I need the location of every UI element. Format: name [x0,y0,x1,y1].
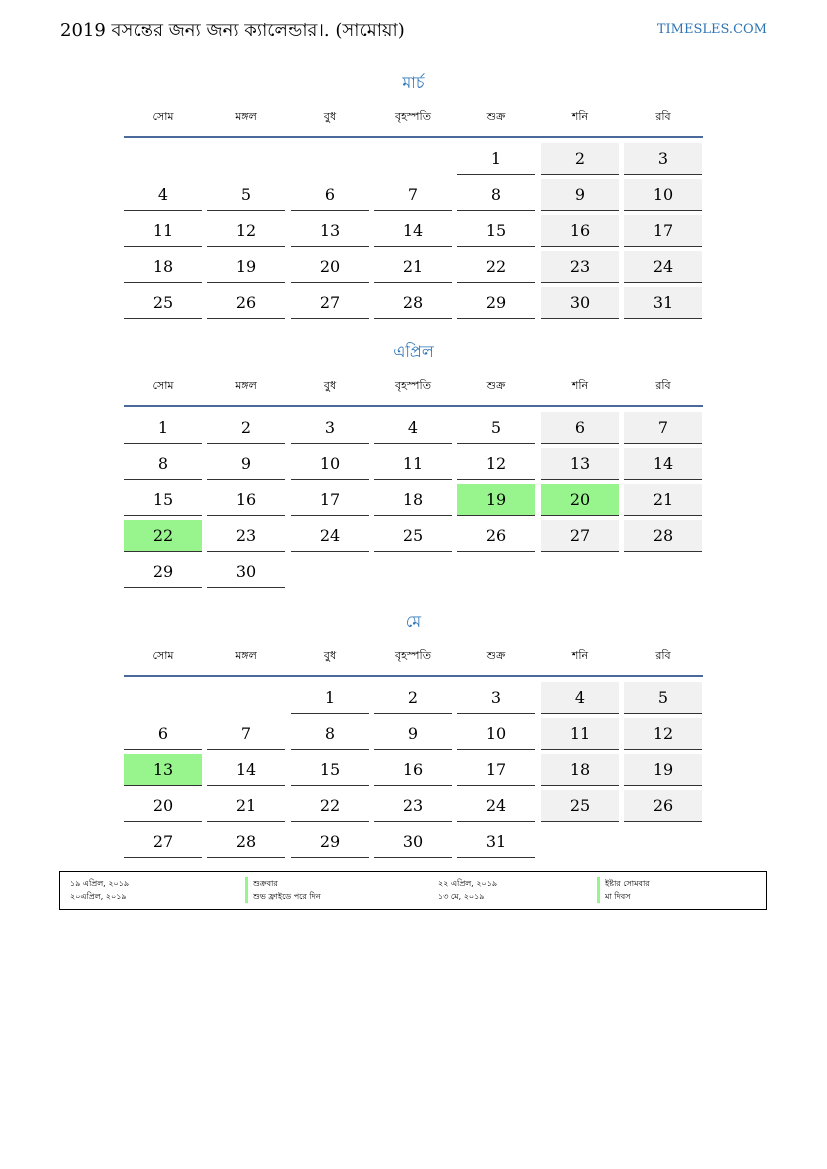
day-cell[interactable]: 20 [124,790,202,822]
day-cell[interactable]: 28 [624,520,702,552]
month-title: এপ্রিল [393,342,434,361]
day-cell[interactable]: 31 [624,287,702,319]
day-cell[interactable]: 15 [457,215,535,247]
day-cell[interactable]: 11 [541,718,619,750]
day-cell[interactable]: 24 [291,520,369,552]
day-cell[interactable]: 3 [457,682,535,714]
weekday-label: সোম [152,379,174,392]
day-cell[interactable]: 28 [207,826,285,858]
day-cell[interactable]: 4 [124,179,202,211]
day-cell[interactable]: 22 [291,790,369,822]
weekday-label: শুক্র [486,649,506,662]
day-cell[interactable]: 1 [291,682,369,714]
legend-holiday-name: মা দিবস [597,890,631,903]
day-cell[interactable]: 2 [374,682,452,714]
day-cell[interactable]: 11 [374,448,452,480]
day-cell[interactable]: 11 [124,215,202,247]
day-cell[interactable]: 4 [374,412,452,444]
day-cell[interactable]: 7 [374,179,452,211]
weekday-label: বৃহস্পতি [395,379,431,392]
weekday-label: বুধ [323,379,337,392]
weekday-label: মঙ্গল [235,110,257,123]
day-cell[interactable]: 4 [541,682,619,714]
day-cell[interactable]: 18 [374,484,452,516]
weekday-label: সোম [152,649,174,662]
day-cell[interactable]: 27 [124,826,202,858]
day-cell[interactable]: 22 [124,520,202,552]
day-cell[interactable]: 22 [457,251,535,283]
day-cell[interactable]: 29 [291,826,369,858]
site-link[interactable]: TIMESLES.COM [656,22,767,37]
day-cell[interactable]: 1 [124,412,202,444]
day-cell[interactable]: 31 [457,826,535,858]
day-cell[interactable]: 10 [457,718,535,750]
day-cell[interactable]: 14 [624,448,702,480]
day-cell[interactable]: 20 [541,484,619,516]
page-title: 2019 বসন্তের জন্য জন্য ক্যালেন্ডার।. (সামোয়া) [60,20,405,41]
legend-date: ২২ এপ্রিল, ২০১৯ [438,879,498,888]
day-cell[interactable]: 24 [457,790,535,822]
day-cell[interactable]: 17 [457,754,535,786]
weekday-label: শনি [571,649,589,662]
day-cell[interactable]: 12 [624,718,702,750]
day-cell[interactable]: 14 [374,215,452,247]
day-cell[interactable]: 21 [374,251,452,283]
weekday-label: রবি [655,379,671,392]
day-cell[interactable]: 3 [624,143,702,175]
header-divider [124,675,703,677]
legend-holiday-name: শুভ ফ্রাইডে পরে দিন [245,890,321,903]
day-cell[interactable]: 2 [541,143,619,175]
day-cell[interactable]: 3 [291,412,369,444]
legend-date: ১৯ এপ্রিল, ২০১৯ [70,879,130,888]
day-cell[interactable]: 9 [541,179,619,211]
day-cell[interactable]: 24 [624,251,702,283]
day-cell[interactable]: 25 [541,790,619,822]
day-cell[interactable]: 13 [124,754,202,786]
day-cell[interactable]: 14 [207,754,285,786]
header-divider [124,405,703,407]
day-cell[interactable]: 27 [541,520,619,552]
day-cell[interactable]: 25 [124,287,202,319]
day-cell[interactable]: 30 [374,826,452,858]
header-divider [124,136,703,138]
day-cell[interactable]: 29 [457,287,535,319]
day-cell[interactable]: 30 [207,556,285,588]
day-cell[interactable]: 10 [291,448,369,480]
weekday-label: শনি [571,110,589,123]
day-cell[interactable]: 18 [541,754,619,786]
weekday-label: সোম [152,110,174,123]
weekday-header [124,107,702,127]
weekday-label: শনি [571,379,589,392]
day-cell[interactable]: 16 [374,754,452,786]
day-cell[interactable]: 5 [457,412,535,444]
weekday-header [124,376,702,396]
day-cell[interactable]: 28 [374,287,452,319]
weekday-label: রবি [655,110,671,123]
day-cell[interactable]: 2 [207,412,285,444]
weekday-label: বুধ [323,649,337,662]
weekday-label: বুধ [323,110,337,123]
day-cell[interactable]: 8 [291,718,369,750]
day-cell[interactable]: 26 [624,790,702,822]
day-cell[interactable]: 8 [457,179,535,211]
day-cell[interactable]: 1 [457,143,535,175]
weekday-label: মঙ্গল [235,379,257,392]
month-title: মে [405,612,422,631]
day-cell[interactable]: 21 [624,484,702,516]
day-cell[interactable]: 23 [207,520,285,552]
weekday-header [124,646,702,666]
day-cell[interactable]: 17 [291,484,369,516]
day-cell[interactable]: 21 [207,790,285,822]
day-cell[interactable]: 25 [374,520,452,552]
day-cell[interactable]: 8 [124,448,202,480]
weekday-label: মঙ্গল [235,649,257,662]
legend-date: ১৩ মে, ২০১৯ [438,892,485,901]
weekday-label: বৃহস্পতি [395,649,431,662]
day-cell[interactable]: 19 [207,251,285,283]
day-cell[interactable]: 15 [291,754,369,786]
day-cell[interactable]: 6 [124,718,202,750]
day-cell[interactable]: 10 [624,179,702,211]
day-cell[interactable]: 13 [291,215,369,247]
day-cell[interactable]: 20 [291,251,369,283]
day-cell[interactable]: 5 [624,682,702,714]
day-cell[interactable]: 23 [541,251,619,283]
day-cell[interactable]: 27 [291,287,369,319]
day-cell[interactable]: 6 [291,179,369,211]
day-cell[interactable]: 19 [457,484,535,516]
day-cell[interactable]: 16 [207,484,285,516]
day-cell[interactable]: 16 [541,215,619,247]
day-cell[interactable]: 12 [207,215,285,247]
day-cell[interactable]: 19 [624,754,702,786]
legend-holiday-name: শুক্রবার [245,877,278,890]
weekday-label: শুক্র [486,110,506,123]
legend-date: ২০এপ্রিল, ২০১৯ [70,892,127,901]
day-cell[interactable]: 5 [207,179,285,211]
weekday-label: বৃহস্পতি [395,110,431,123]
weekday-label: রবি [655,649,671,662]
month-title: মার্চ [402,73,425,92]
day-cell[interactable]: 26 [457,520,535,552]
day-cell[interactable]: 26 [207,287,285,319]
day-cell[interactable]: 7 [207,718,285,750]
weekday-label: শুক্র [486,379,506,392]
legend-holiday-name: ইষ্টার সোমবার [597,877,650,890]
day-cell[interactable]: 6 [541,412,619,444]
day-cell[interactable]: 15 [124,484,202,516]
day-cell[interactable]: 18 [124,251,202,283]
day-cell[interactable]: 29 [124,556,202,588]
day-cell[interactable]: 30 [541,287,619,319]
day-cell[interactable]: 9 [374,718,452,750]
day-cell[interactable]: 13 [541,448,619,480]
day-cell[interactable]: 7 [624,412,702,444]
holiday-legend [59,871,767,910]
day-cell[interactable]: 12 [457,448,535,480]
day-cell[interactable]: 9 [207,448,285,480]
day-cell[interactable]: 17 [624,215,702,247]
day-cell[interactable]: 23 [374,790,452,822]
